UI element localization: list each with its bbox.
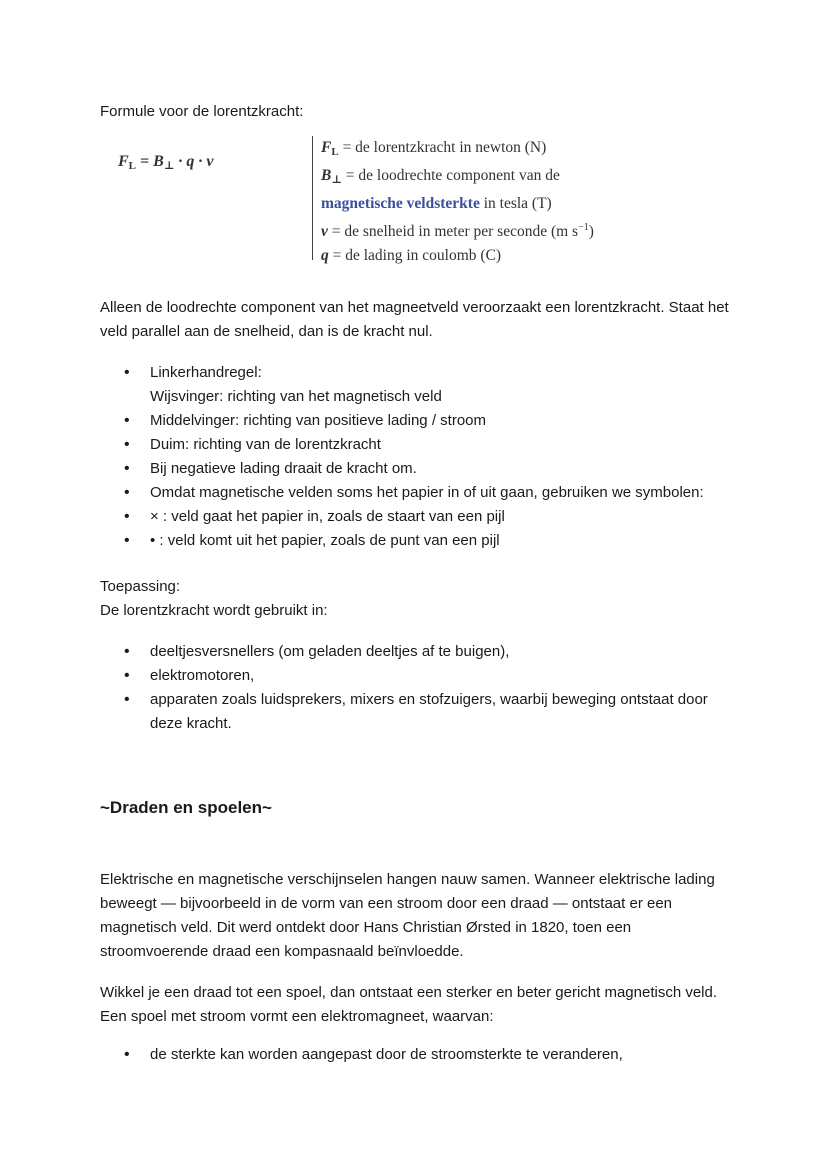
legend-fl: $F_L$ = de lorentzkracht in newton (N) [321, 139, 547, 158]
lorentz-formula: FL = B⊥ · q · v [118, 153, 214, 172]
paragraph-perpendicular: Alleen de loodrechte component van het magneetveld veroorzaakt een lorentzkracht. Staat het veld parallel aan de snelheid, dan is de kracht nul. [100, 299, 729, 340]
legend-b: $B_\perp$ = de loodrechte component van de [321, 167, 560, 186]
legend-b-term: magnetische veldsterkte in tesla (T) [321, 195, 552, 212]
list-item: • Omdat magnetische velden soms het papier in of uit gaan, gebruiken we symbolen: [100, 481, 740, 505]
list-item: • deeltjesversnellers (om geladen deeltjes af te buigen), [100, 640, 740, 664]
paragraph-coil: Wikkel je een draad tot een spoel, dan ontstaat een sterker en beter gericht magnetisch veld. Een spoel met stroom vormt een elektromagneet, waarvan: [100, 984, 718, 1025]
application-text: De lorentzkracht wordt gebruikt in: [100, 602, 328, 619]
application-label: Toepassing: [100, 578, 181, 595]
coil-list [100, 1043, 740, 1067]
legend-v: v = de snelheid in meter per seconde (m $s^{-1}$) [321, 222, 594, 240]
legend-q: q = de lading in coulomb (C) [321, 247, 502, 264]
formula-legend [312, 136, 594, 264]
list-item: • elektromotoren, [100, 664, 740, 688]
intro-text: Formule voor de lorentzkracht: [100, 103, 304, 120]
application-intro [100, 575, 328, 623]
list-item: • • : veld komt uit het papier, zoals de punt van een pijl [100, 529, 740, 553]
list-item: • de sterkte kan worden aangepast door de stroomsterkte te veranderen, [100, 1043, 740, 1067]
list-item: • × : veld gaat het papier in, zoals de staart van een pijl [100, 505, 740, 529]
section-heading: ~Draden en spoelen~ [100, 798, 272, 817]
paragraph-oersted: Elektrische en magnetische verschijnselen hangen nauw samen. Wanneer elektrische lading beweegt — bijvoorbeeld in de vorm van een stroom door een draad — ontstaat er een magnetisch veld. Dit werd ontdekt door Hans Christian Ørsted in 1820, toen een stroomvoerende draad een kompasnaald beïnvloedde. [100, 871, 715, 960]
list-item: • Duim: richting van de lorentzkracht [100, 433, 740, 457]
list-item: • Middelvinger: richting van positieve lading / stroom [100, 409, 740, 433]
list-item: • apparaten zoals luidsprekers, mixers en stofzuigers, waarbij beweging ontstaat door deze kracht. [100, 688, 740, 736]
list-item: • Linkerhandregel: Wijsvinger: richting van het magnetisch veld [100, 361, 740, 409]
left-hand-rule-list [100, 361, 740, 553]
list-item: • Bij negatieve lading draait de kracht om. [100, 457, 740, 481]
formula-block [114, 136, 674, 264]
application-list [100, 640, 740, 736]
